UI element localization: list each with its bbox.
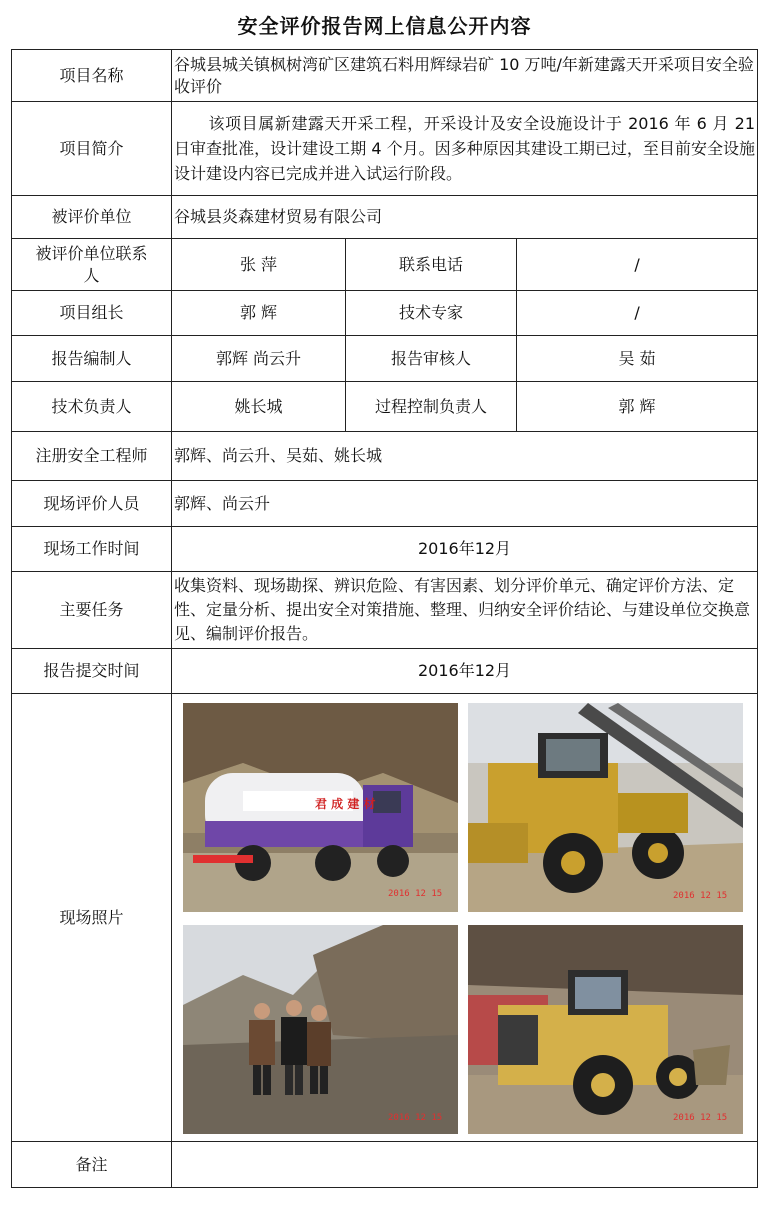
row-main-tasks bbox=[12, 572, 758, 649]
remarks-value bbox=[172, 1142, 758, 1188]
row-report-author bbox=[12, 336, 758, 382]
process-control-value: 郭 辉 bbox=[517, 382, 758, 432]
project-name-value: 谷城县城关镇枫树湾矿区建筑石料用辉绿岩矿 10 万吨/年新建露天开采项目安全验收评价 bbox=[172, 50, 758, 102]
photo-4-date-stamp: 2016 12 15 bbox=[673, 1112, 728, 1123]
row-evaluated-unit bbox=[12, 196, 758, 239]
phone-label: 联系电话 bbox=[346, 239, 517, 291]
main-tasks-label: 主要任务 bbox=[12, 572, 172, 649]
row-tech-lead bbox=[12, 382, 758, 432]
truck-text: 君 成 建 材 bbox=[315, 796, 376, 811]
row-project-name bbox=[12, 50, 758, 102]
expert-value: / bbox=[517, 291, 758, 336]
team-leader-label: 项目组长 bbox=[12, 291, 172, 336]
tech-lead-label: 技术负责人 bbox=[12, 382, 172, 432]
photo-water-truck bbox=[183, 703, 458, 912]
photo-loader-truck bbox=[468, 925, 743, 1134]
report-author-label: 报告编制人 bbox=[12, 336, 172, 382]
site-time-label: 现场工作时间 bbox=[12, 527, 172, 572]
team-leader-value: 郭 辉 bbox=[172, 291, 346, 336]
submit-time-label: 报告提交时间 bbox=[12, 649, 172, 694]
row-photos bbox=[12, 694, 758, 1142]
row-engineers bbox=[12, 432, 758, 481]
row-project-intro bbox=[12, 102, 758, 196]
row-remarks bbox=[12, 1142, 758, 1188]
site-staff-label: 现场评价人员 bbox=[12, 481, 172, 527]
contact-label: 被评价单位联系人 bbox=[12, 239, 172, 291]
photos-label: 现场照片 bbox=[12, 694, 172, 1142]
project-intro-value: 该项目属新建露天开采工程，开采设计及安全设施设计于 2016 年 6 月 21 日审查批准，设计建设工期 4 个月。因多种原因其建设工期已过，至目前安全设施设计建设内容已完成并进入试运行阶段。 bbox=[174, 114, 756, 183]
evaluated-unit-value: 谷城县炎森建材贸易有限公司 bbox=[172, 196, 758, 239]
engineers-label: 注册安全工程师 bbox=[12, 432, 172, 481]
row-contact bbox=[12, 239, 758, 291]
photo-1-date-stamp: 2016 12 15 bbox=[388, 888, 443, 899]
page-title: 安全评价报告网上信息公开内容 bbox=[237, 14, 532, 38]
row-site-time bbox=[12, 527, 758, 572]
photo-loader-conveyor bbox=[468, 703, 743, 912]
submit-time-value: 2016年12月 bbox=[172, 649, 758, 694]
photo-inspectors bbox=[183, 925, 458, 1134]
evaluated-unit-label: 被评价单位 bbox=[12, 196, 172, 239]
site-time-value: 2016年12月 bbox=[172, 527, 758, 572]
project-name-label: 项目名称 bbox=[12, 50, 172, 102]
contact-value: 张 萍 bbox=[172, 239, 346, 291]
project-intro-cell bbox=[172, 102, 758, 196]
main-tasks-value: 收集资料、现场勘探、辨识危险、有害因素、划分评价单元、确定评价方法、定性、定量分析、提出安全对策措施、整理、归纳安全评价结论、与建设单位交换意见、编制评价报告。 bbox=[172, 572, 758, 649]
engineers-value: 郭辉、尚云升、吴茹、姚长城 bbox=[172, 432, 758, 481]
expert-label: 技术专家 bbox=[346, 291, 517, 336]
info-table bbox=[11, 49, 758, 1188]
process-control-label: 过程控制负责人 bbox=[346, 382, 517, 432]
reviewer-value: 吴 茹 bbox=[517, 336, 758, 382]
remarks-label: 备注 bbox=[12, 1142, 172, 1188]
phone-value: / bbox=[517, 239, 758, 291]
photo-2-date-stamp: 2016 12 15 bbox=[673, 890, 728, 901]
tech-lead-value: 姚长城 bbox=[172, 382, 346, 432]
row-team-leader bbox=[12, 291, 758, 336]
reviewer-label: 报告审核人 bbox=[346, 336, 517, 382]
row-submit-time bbox=[12, 649, 758, 694]
photos-cell bbox=[172, 694, 758, 1142]
project-intro-label: 项目简介 bbox=[12, 102, 172, 196]
site-staff-value: 郭辉、尚云升 bbox=[172, 481, 758, 527]
report-author-value: 郭辉 尚云升 bbox=[172, 336, 346, 382]
row-site-staff bbox=[12, 481, 758, 527]
photo-3-date-stamp: 2016 12 15 bbox=[388, 1112, 443, 1123]
